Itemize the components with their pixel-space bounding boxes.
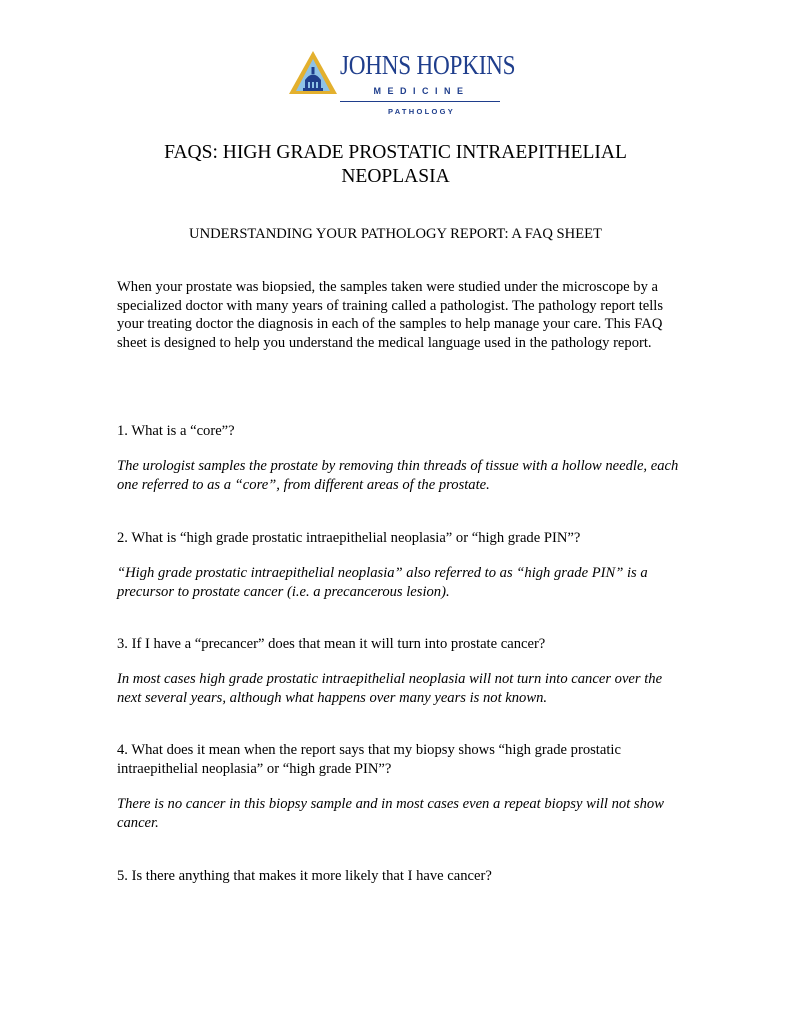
faq-item-2 — [117, 529, 682, 548]
faq-answer-2 — [117, 564, 682, 601]
faq-answer: There is no cancer in this biopsy sample and in most cases even a repeat biopsy will not show cancer. — [117, 796, 664, 831]
faq-answer-1 — [117, 457, 682, 494]
faq-answer-4 — [117, 795, 682, 832]
logo-medicine-text: MEDICINE — [373, 86, 470, 96]
johns-hopkins-logo — [287, 48, 516, 123]
hopkins-dome-shield-icon — [287, 50, 339, 98]
faq-item-5 — [117, 867, 682, 886]
intro-paragraph: When your prostate was biopsied, the samples taken were studied under the microscope by a specialized doctor with many years of training called a pathologist. The pathology report tells your treating doctor the diagnosis in each of the samples to help manage your care. This FAQ sheet is designed to help you understand the medical language used in the pathology report. — [117, 279, 664, 351]
logo-divider — [340, 101, 500, 102]
faq-question: 4. What does it mean when the report says that my biopsy shows “high grade prostatic intraepithelial neoplasia” or “high grade PIN”? — [117, 742, 621, 777]
page-subtitle: UNDERSTANDING YOUR PATHOLOGY REPORT: A FAQ SHEET — [189, 226, 602, 242]
faq-question: 5. Is there anything that makes it more likely that I have cancer? — [117, 868, 492, 884]
faq-item-1 — [117, 422, 682, 441]
faq-question: 2. What is “high grade prostatic intraepithelial neoplasia” or “high grade PIN”? — [117, 530, 581, 546]
faq-answer: The urologist samples the prostate by removing thin threads of tissue with a hollow needle, each one referred to as a “core”, from different areas of the prostate. — [117, 458, 679, 493]
faq-question: 3. If I have a “precancer” does that mean it will turn into prostate cancer? — [117, 636, 546, 652]
faq-item-4 — [117, 741, 682, 778]
page-title — [90, 141, 701, 189]
faq-item-3 — [117, 635, 682, 654]
logo-department-text: PATHOLOGY — [387, 107, 456, 116]
faq-question: 1. What is a “core”? — [117, 423, 235, 439]
faq-answer: “High grade prostatic intraepithelial neoplasia” also referred to as “high grade PIN” is a precursor to prostate cancer (i.e. a precancerous lesion). — [117, 565, 648, 600]
page-title-line-1: FAQS: HIGH GRADE PROSTATIC INTRAEPITHELIAL — [164, 142, 627, 163]
faq-answer-3 — [117, 670, 682, 707]
page-title-line-2: NEOPLASIA — [341, 166, 450, 187]
faq-answer: In most cases high grade prostatic intraepithelial neoplasia will not turn into cancer over the next several years, although what happens over many years is not known. — [117, 671, 663, 706]
logo-brand-text: JOHNS HOPKINS — [340, 50, 516, 80]
